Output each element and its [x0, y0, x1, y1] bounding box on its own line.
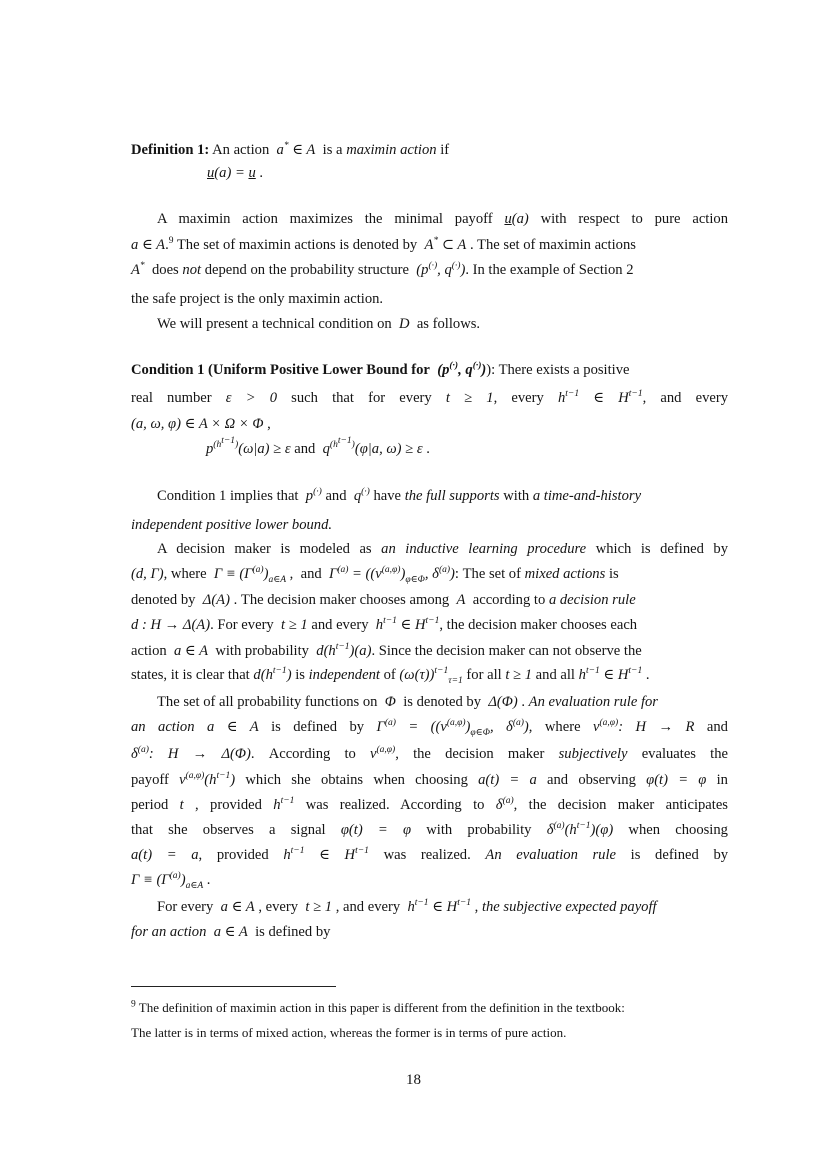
paragraph-line: Condition 1 implies that p(·) and q(·) have the full supports with a time-and-history [157, 487, 642, 504]
condition-label: Condition 1 (Uniform Positive Lower Bound for [131, 362, 430, 378]
paragraph-line: A maximin action maximizes the minimal payoff u(a) with respect to pure action [157, 211, 729, 227]
paragraph-line: $\delta^{(a)}$: H → Δ(Φ). According to $v^{(a,\varphi)}$, the decision maker subjectively evaluates the [131, 745, 728, 762]
condition-line: (a, ω, φ) ∈ A × Ω × Φ , [131, 416, 271, 432]
paragraph-line: We will present a technical condition on D as follows. [157, 316, 481, 332]
paragraph-line: d : H → Δ(A). For every t ≥ 1 and every $h^{t-1}$ ∈ $H^{t-1}$, the decision maker chooses each [131, 616, 638, 633]
definition-label: Definition 1: [131, 142, 210, 158]
paragraph-line: independent positive lower bound. [131, 517, 333, 533]
paragraph-line: period t , provided $h^{t-1}$ was realized. According to $\delta^{(a)}$, the decision maker anticipates [131, 796, 728, 813]
footnote: The latter is in terms of mixed action, whereas the former is in terms of pure action. [131, 1025, 567, 1040]
condition-line: real number ε > 0 such that for every t ≥ 1, every $h^{t-1}$ ∈ $H^{t-1}$, and every [131, 389, 729, 406]
condition-formula: $p^{(h^{t-1})}(\omega|a) \ge \varepsilon$ and $q^{(h^{t-1})}(\varphi|a$, ω) ≥ ε . [206, 436, 430, 458]
paragraph-line: the safe project is the only maximin action. [131, 291, 384, 307]
paragraph-line: states, it is clear that $d(h^{t-1})$ is independent of $(\omega(\tau))^{t-1}_{\tau=1}$ for all t ≥ 1 and all $h^{t-1}$ ∈ $H^{t-1}$ . [131, 666, 650, 686]
paragraph-line: The set of all probability functions on Φ is denoted by Δ(Φ) . An evaluation rule for [157, 694, 658, 710]
defined-term: maximin action [346, 142, 437, 158]
paragraph-line: For every a ∈ A , every t ≥ 1 , and every $h^{t-1}$ ∈ $H^{t-1}$ , the subjective expected payoff [157, 898, 657, 915]
math-inline: a* ∈ A [276, 141, 316, 158]
paragraph-line: (d, Γ), where $\Gamma \equiv (\Gamma^{(a)})_{a\in A}$ , and $\Gamma^{(a)} = ((v^{(a,\varphi)})_{\varphi\in\Phi}$, $\delta^{(a)}$): The set of mixed actions is [131, 565, 619, 585]
paragraph-line: a(t) = a, provided $h^{t-1}$ ∈ $H^{t-1}$ was realized. An evaluation rule is defined by [131, 846, 729, 863]
paragraph-line: for an action a ∈ A is defined by [131, 924, 331, 940]
footnote-ref: 9 [168, 236, 174, 247]
footnote-mark: 9 [131, 999, 136, 1010]
paragraph-line: payoff $v^{(a,\varphi)}(h^{t-1})$ which she obtains when choosing a(t) = a and observing φ(t) = φ in [131, 771, 728, 788]
definition-line: Definition 1: An action a* ∈ A is a maximin action if [131, 141, 450, 158]
condition-line: Condition 1 (Uniform Positive Lower Bound for (p(·), q(·))): There exists a positive [131, 361, 630, 378]
page-number: 18 [406, 1072, 421, 1088]
definition-formula: u(a) = u . [207, 165, 264, 181]
paragraph-line: a ∈ A.$^9$ The set of maximin actions is denoted by A* ⊂ A . The set of maximin actions [131, 236, 636, 253]
footnote-rule [131, 986, 336, 987]
paragraph-line: $\Gamma \equiv (\Gamma^{(a)})_{a\in A}$ . [131, 871, 211, 891]
paragraph-line: A* does not depend on the probability structure (p(·), q(·)). In the example of Section 2 [131, 261, 634, 278]
paragraph-line: denoted by Δ(A) . The decision maker chooses among A according to a decision rule [131, 592, 636, 608]
paragraph-line: an action a ∈ A is defined by $\Gamma^{(a)} = ((v^{(a,\varphi)})_{\varphi\in\Phi}$, $\delta^{(a)}$), where $v^{(a,\varphi)}$: H → R and [131, 718, 728, 738]
paragraph-line: action a ∈ A with probability $d(h^{t-1})(a)$. Since the decision maker can not observe the [131, 642, 642, 659]
footnote: $^9$ The definition of maximin action in this paper is different from the definition in the textbook: [131, 999, 625, 1015]
paragraph-line: A decision maker is modeled as an inductive learning procedure which is defined by [157, 541, 729, 557]
paragraph-line: that she observes a signal φ(t) = φ with probability $\delta^{(a)}(h^{t-1})(\varphi)$ when choosing [131, 821, 728, 838]
